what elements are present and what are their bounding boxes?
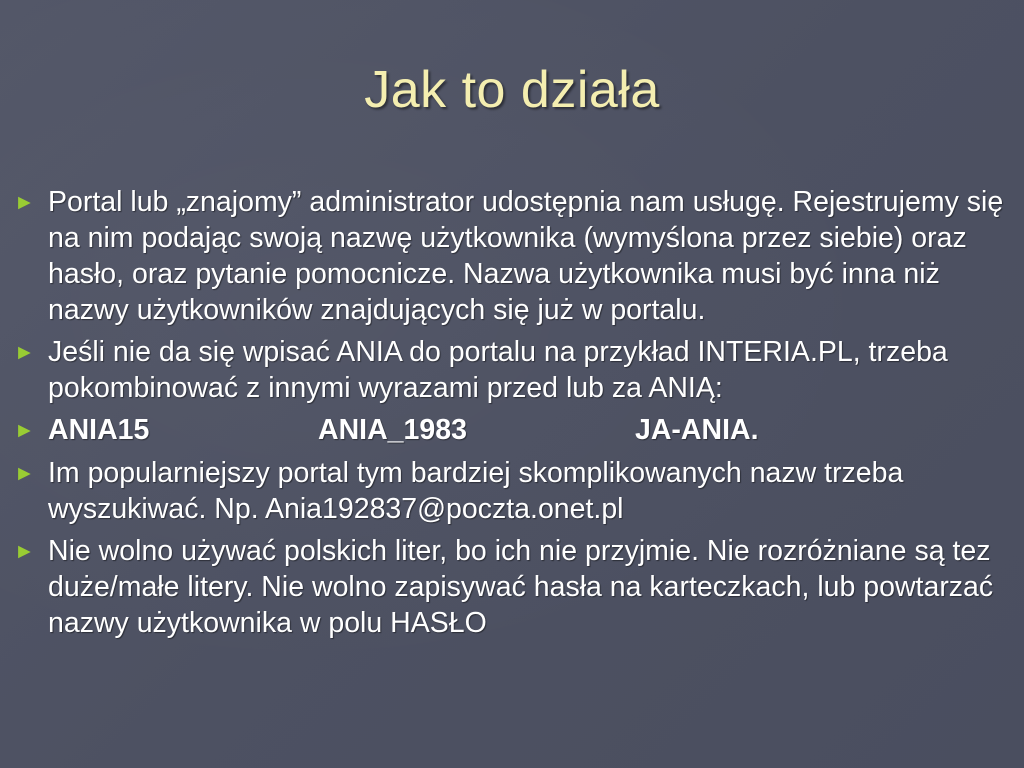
bullet-item bbox=[14, 412, 1014, 449]
username-examples bbox=[48, 412, 1014, 448]
bullet-item bbox=[14, 184, 1014, 328]
bullet-list bbox=[14, 184, 1014, 647]
bullet-arrow-icon: ► bbox=[14, 462, 35, 485]
slide-title: Jak to działa bbox=[364, 61, 660, 119]
username-example: ANIA15 bbox=[48, 414, 150, 446]
bullet-text: Portal lub „znajomy” administrator udostępnia nam usługę. Rejestrujemy się na nim podając swoją nazwę użytkownika (wymyślona przez siebie) oraz hasło, oraz pytanie pomocnicze. Nazwa użytkownika musi być inna niż nazwy użytkowników znajdujących się już w portalu. bbox=[48, 186, 1004, 326]
bullet-arrow-icon: ► bbox=[14, 419, 35, 442]
bullet-arrow-icon: ► bbox=[14, 191, 35, 214]
bullet-item bbox=[14, 334, 1014, 406]
bullet-text: Nie wolno używać polskich liter, bo ich nie przyjmie. Nie rozróżniane są tez duże/małe litery. Nie wolno zapisywać hasła na karteczkach, lub powtarzać nazwy użytkownika w polu HASŁO bbox=[48, 535, 994, 639]
bullet-item bbox=[14, 533, 1014, 641]
bullet-item bbox=[14, 455, 1014, 527]
bullet-arrow-icon: ► bbox=[14, 540, 35, 563]
bullet-text: Im popularniejszy portal tym bardziej skomplikowanych nazw trzeba wyszukiwać. Np. Ania192837@poczta.onet.pl bbox=[48, 457, 904, 525]
username-example: ANIA_1983 bbox=[318, 414, 467, 446]
bullet-text: Jeśli nie da się wpisać ANIA do portalu na przykład INTERIA.PL, trzeba pokombinować z innymi wyrazami przed lub za ANIĄ: bbox=[48, 336, 948, 404]
username-example: JA-ANIA. bbox=[635, 414, 759, 446]
bullet-arrow-icon: ► bbox=[14, 341, 35, 364]
